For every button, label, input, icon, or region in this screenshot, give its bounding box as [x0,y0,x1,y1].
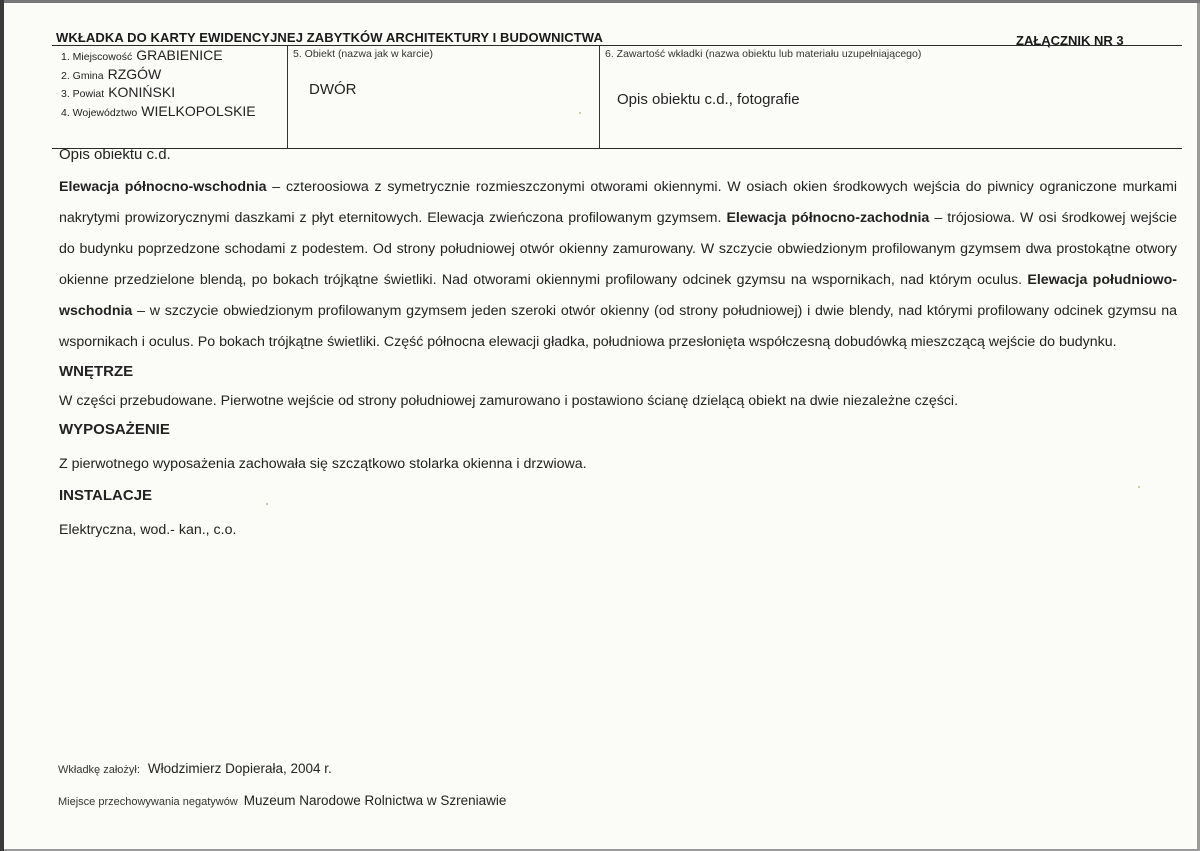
interior-text: W części przebudowane. Pierwotne wejście od strony południowej zamurowano i postawiono ścianę dzielącą obiekt na dwie niezależne części. [59,393,959,409]
furnishings-text: Z pierwotnego wyposażenia zachowała się szczątkowo stolarka okienna i drzwiowa. [59,456,587,472]
footer-storage [58,792,506,810]
field-miejscowosc [61,47,223,65]
field-miejscowosc-value: GRABIENICE [136,47,223,63]
description-body [59,144,1177,548]
paper-speck [1138,486,1140,488]
field-wojewodztwo-value: WIELKOPOLSKIE [141,103,256,119]
header-rule-top [52,45,1182,46]
field-obiekt-label: 5. Obiekt (nazwa jak w karcie) [293,48,434,60]
paper-speck [579,112,581,114]
field-powiat-value: KONIŃSKI [108,84,176,100]
field-miejscowosc-label: 1. Miejscowość [61,51,133,63]
footer-storage-value: Muzeum Narodowe Rolnictwa w Szreniawie [243,793,507,808]
field-gmina [61,66,161,84]
field-gmina-label: 2. Gmina [61,70,104,82]
installations-text: Elektryczna, wod.- kan., c.o. [59,522,237,538]
elevation-se-label: Elewacja południowo-wschodnia [59,272,1177,319]
box-divider-2 [599,46,600,148]
footer-author [58,760,332,778]
footer-author-value: Włodzimierz Dopierała, 2004 r. [147,761,332,776]
interior-heading: WNĘTRZE [59,363,134,380]
elevation-ne-text: – czteroosiowa z symetrycznie rozmieszczonymi otworami okiennymi. W osiach okien środkowych wejścia do piwnicy ograniczone murkami nakrytymi prowizorycznymi daszkami z płyt eternitowych. Elewacja zwieńczona profilowanym gzymsem. [59,179,1177,226]
footer-storage-label: Miejsce przechowywania negatywów [58,796,238,808]
elevation-nw-text: – trójosiowa. W osi środkowej wejście do budynku poprzedzone schodami z podestem. Od strony południowej otwór okienny zamurowany. W szczycie obwiedzionym profilowanym gzymsem dwa prostokątne otwory okienne przedzielone blendą, po bokach trójkątne świetliki. Nad otworami okiennymi profilowany odcinek gzymsu na wspornikach, nad którym oculus. [59,210,1177,288]
furnishings-heading: WYPOSAŻENIE [59,421,170,438]
elevation-se-text: – w szczycie obwiedzionym profilowanym gzymsem jeden szeroki otwór okienny (od strony południowej) i dwie blendy, nad którymi profilowany odcinek gzymsu na wspornikach i oculus. Po bokach trójkątne świetliki. Część północna elewacji gładka, południowa przesłonięta współczesną dobudówką mieszczącą wejście do budynku. [59,303,1177,350]
field-zawartosc-label: 6. Zawartość wkładki (nazwa obiektu lub materiału uzupełniającego) [605,48,922,60]
field-wojewodztwo-label: 4. Województwo [61,107,138,119]
field-gmina-value: RZGÓW [107,66,162,82]
annex-number: ZAŁĄCZNIK NR 3 [1016,33,1124,48]
elevations-paragraph [59,172,1177,358]
elevation-nw-label: Elewacja północno-zachodnia [726,210,930,226]
footer-author-label: Wkładkę założył: [58,764,140,776]
field-obiekt-value: DWÓR [309,81,357,98]
form-title: WKŁADKA DO KARTY EWIDENCYJNEJ ZABYTKÓW ARCHITEKTURY I BUDOWNICTWA [56,30,603,45]
box-divider-1 [287,46,288,148]
description-heading: Opis obiektu c.d. [59,146,171,163]
installations-heading: INSTALACJE [59,487,153,504]
field-wojewodztwo [61,103,256,121]
field-zawartosc-value: Opis obiektu c.d., fotografie [617,91,800,108]
sheet-top-edge [4,0,1200,3]
field-powiat [61,84,175,102]
elevation-ne-label: Elewacja północno-wschodnia [59,179,267,195]
paper-speck [266,503,268,505]
field-powiat-label: 3. Powiat [61,88,105,100]
